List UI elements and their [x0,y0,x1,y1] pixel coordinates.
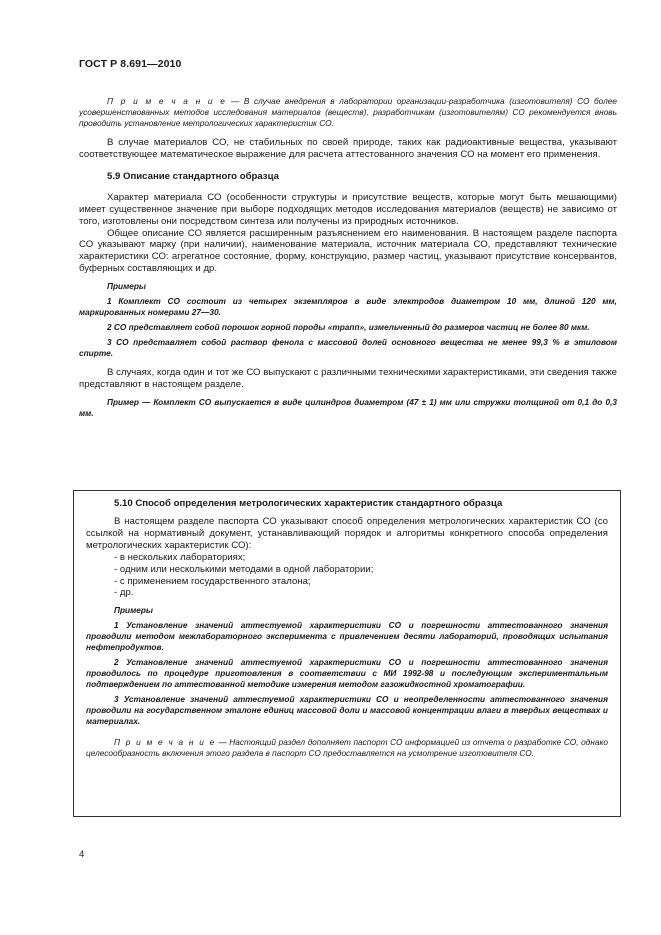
paragraph-radioactive: В случае материалов СО, не стабильных по своей природе, таких как радиоактивные вещества, указывают соответствующее математическое выражение для расчета аттестованного значения СО на момент его применения. [79,137,617,160]
examples-label: Примеры [107,281,147,292]
paragraph-method-intro: В настоящем разделе паспорта СО указывают способ определения метрологических характеристик СО (со ссылкой на нормативный документ, устанавливающий порядок и алгоритмы конкретного способа определения метрологических характеристик СО): [86,516,608,551]
list-item: - в нескольких лабораториях; [114,551,246,563]
page-number: 4 [79,849,85,860]
note-paragraph [79,96,617,129]
example-item: 2 СО представляет собой порошок горной породы «трапп», измельченный до размеров частиц не более 80 мкм. [107,322,590,333]
paragraph-general-description: Общее описание СО является расширенным разъяснением его наименования. В настоящем разделе паспорта СО указывают марку (при наличии), наименование материала, источник материала СО, представляют технические характеристики СО: агрегатное состояние, форму, конструкцию, размер частиц, указывают присутствие консервантов, буферных составляющих и др. [79,227,617,275]
example-item: 3 СО представляет собой раствор фенола с массовой долей основного вещества не менее 99,3 % в этиловом спирте. [79,337,617,359]
example-item: 2 Установление значений аттестуемой характеристики СО и погрешности аттестованного значения проводилось по процедуре приготовления в соответствии с МИ 1992-98 и последующим экспериментальным подтверждением по аттестованной методике измерения методом газожидкостной хроматографии. [86,657,608,690]
examples-label: Примеры [114,605,154,616]
section-heading-5-10: 5.10 Способ определения метрологических характеристик стандартного образца [114,498,503,509]
section-5-10-frame [73,490,621,817]
example-item: 1 Комплект СО состоит из четырех экземпляров в виде электродов диаметром 10 мм, длиной 120 мм, маркированных номерами 27—30. [79,296,617,318]
list-item: - одним или несколькими методами в одной лаборатории; [114,563,374,575]
example-single: Пример — Комплект СО выпускается в виде цилиндров диаметром (47 ± 1) мм или стружки толщиной от 0,1 до 0,3 мм. [79,396,617,418]
paragraph-material-nature: Характер материала СО (особенности структуры и присутствие веществ, которые могут быть мешающими) имеет существенное значение при выборе подходящих методов исследования материалов (веществ) не зависимо от того, изготовлены они посредством синтеза или получены из природных источников. [79,191,617,227]
list-item: - др. [114,587,134,599]
section-heading-5-9: 5.9 Описание стандартного образца [107,170,279,182]
document-code: ГОСТ Р 8.691—2010 [79,58,182,70]
note-text: — Настоящий раздел дополняет паспорт СО информацией из отчета о разработке СО, однако целесообразность включения этого раздела в паспорт СО предоставляется на усмотрение изготовителя СО. [86,737,608,759]
note-label: П р и м е ч а н и е [114,737,216,748]
note-label: П р и м е ч а н и е [107,96,227,106]
note-text: — В случае внедрения в лаборатории организации-разработчика (изготовителя) СО более усовершенствованных методов исследования материалов (веществ), разработчикам (изготовителям) СО рекомендуется вновь проводить установление метрологических характеристик СО. [79,96,617,128]
example-item: 1 Установление значений аттестуемой характеристики СО и погрешности аттестованного значения проводили методом межлабораторного эксперимента с привлечением десяти лабораторий, проводящих испытания нефтепродуктов. [86,620,608,653]
method-list [86,552,608,600]
note-paragraph [86,737,608,759]
example-item: 3 Установление значений аттестуемой характеристики СО и неопределенности аттестованного значения проводили на государственном эталоне единиц массовой доли и массовой концентрации влаги в твердых веществах и материалах. [86,694,608,727]
paragraph-variants: В случаях, когда один и тот же СО выпускают с различными техническими характеристиками, эти сведения также представляют в настоящем разделе. [79,367,617,391]
list-item: - с применением государственного эталона; [114,575,311,587]
section-5-10-content [86,498,608,759]
main-text [79,96,617,419]
